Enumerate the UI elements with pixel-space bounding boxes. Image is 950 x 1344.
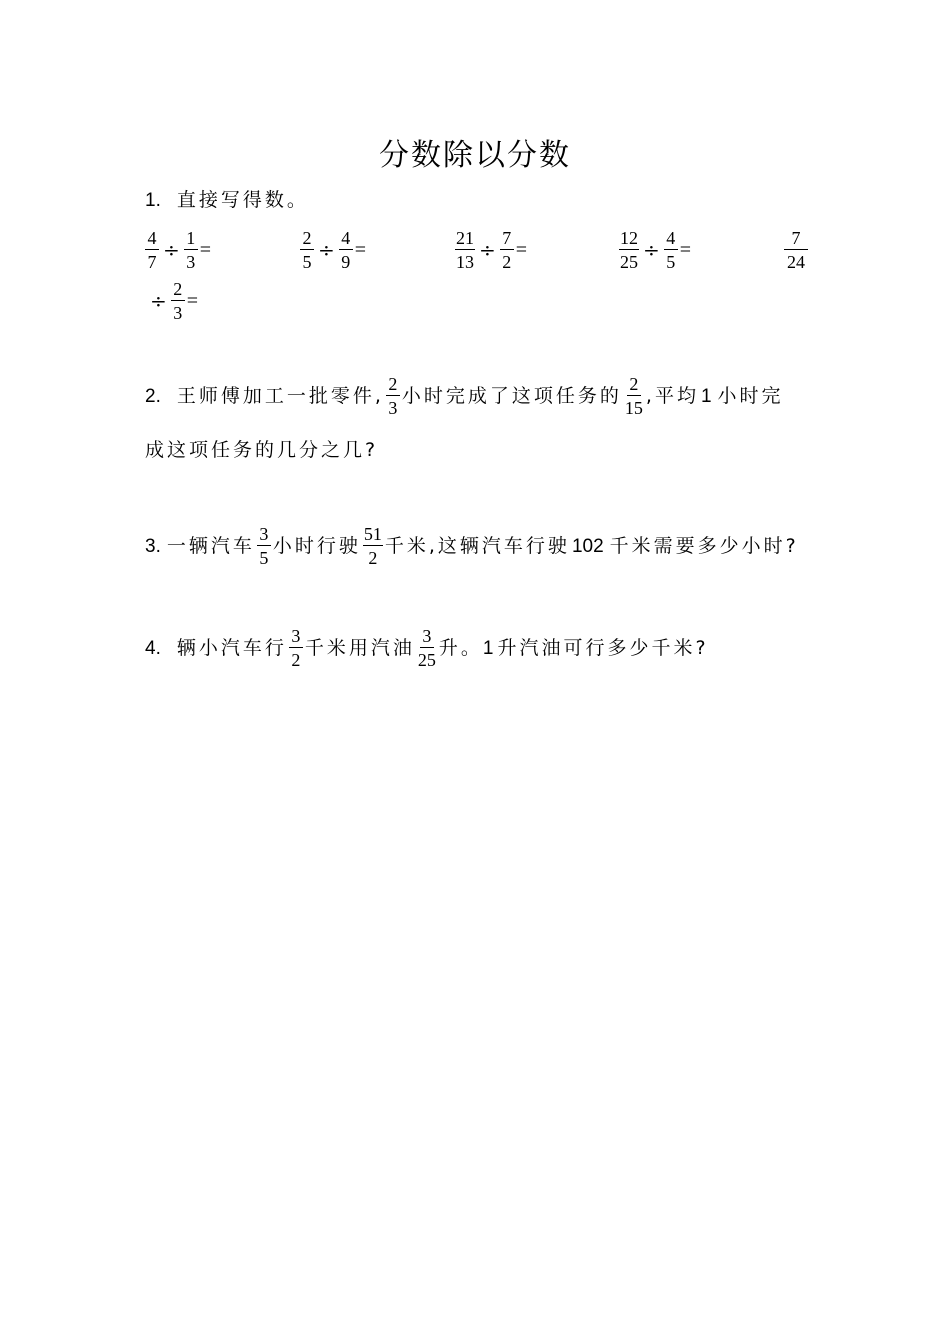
fraction: $\frac{4}{5}$ xyxy=(664,229,678,271)
fraction: $\frac{51}{2}$ xyxy=(363,524,382,568)
fraction: $\frac{2}{3}$ xyxy=(171,280,185,322)
question-text: 小时行驶 xyxy=(272,534,361,557)
number: 102 xyxy=(571,535,604,557)
page-title: 分数除以分数 xyxy=(379,138,571,173)
fraction: $\frac{4}{9}$ xyxy=(339,229,353,271)
question-number: 1. xyxy=(145,190,161,211)
equals-sign: = xyxy=(515,238,528,261)
question-number: 4. xyxy=(145,637,161,659)
fraction: $\frac{12}{25}$ xyxy=(620,228,638,272)
fraction: $\frac{3}{5}$ xyxy=(257,525,271,567)
question-text: 直接写得数。 xyxy=(176,189,309,211)
equals-sign: = xyxy=(186,289,199,312)
fraction: $\frac{3}{2}$ xyxy=(289,627,303,669)
exercise-5-continuation xyxy=(148,280,198,322)
exercise-2 xyxy=(298,229,366,271)
number: 1 xyxy=(700,385,712,407)
divide-sign: ÷ xyxy=(318,238,335,262)
question-text: 千米需要多少小时? xyxy=(609,534,799,557)
question-text: 辆小汽车行 xyxy=(176,636,287,659)
question-2-line-2 xyxy=(145,441,378,460)
fraction: $\frac{7}{24}$ xyxy=(784,229,808,271)
fraction: $\frac{1}{3}$ xyxy=(184,229,198,271)
fraction: $\frac{2}{15}$ xyxy=(624,374,643,418)
equals-sign: = xyxy=(354,238,367,261)
fraction: $\frac{2}{5}$ xyxy=(300,229,314,271)
question-2 xyxy=(145,375,784,417)
exercise-4 xyxy=(617,229,691,271)
fraction: $\frac{3}{25}$ xyxy=(417,626,436,670)
question-text: 成这项任务的几分之几? xyxy=(145,439,379,461)
fraction: $\frac{7}{2}$ xyxy=(500,229,514,271)
exercise-3 xyxy=(453,229,527,271)
fraction: $\frac{21}{13}$ xyxy=(456,228,474,272)
divide-sign: ÷ xyxy=(479,238,496,262)
question-text: ,平均 xyxy=(645,384,699,407)
question-text: 升汽油可行多少千米? xyxy=(497,636,709,659)
question-text: 千米,这辆汽车行驶 xyxy=(384,534,570,557)
question-text: 小时完成了这项任务的 xyxy=(401,384,622,407)
question-text: 千米用汽油 xyxy=(304,636,415,659)
divide-sign: ÷ xyxy=(150,289,167,313)
divide-sign: ÷ xyxy=(163,238,180,262)
divide-sign: ÷ xyxy=(643,238,660,262)
question-4 xyxy=(145,627,709,669)
equals-sign: = xyxy=(199,238,212,261)
question-text: 升。 xyxy=(438,636,483,659)
fraction: $\frac{2}{3}$ xyxy=(386,375,400,417)
exercise-5-first-fraction xyxy=(782,229,810,271)
number: 1 xyxy=(482,637,494,659)
question-text: 小时完 xyxy=(717,384,784,407)
question-text: 王师傅加工一批零件, xyxy=(176,384,384,407)
question-text: 一辆汽车 xyxy=(166,534,255,557)
fraction: $\frac{4}{7}$ xyxy=(145,229,159,271)
question-3 xyxy=(145,525,799,567)
equals-sign: = xyxy=(679,238,692,261)
question-number: 3. xyxy=(145,535,161,557)
question-number: 2. xyxy=(145,385,161,407)
question-1-heading xyxy=(145,191,309,210)
exercise-1 xyxy=(143,229,211,271)
